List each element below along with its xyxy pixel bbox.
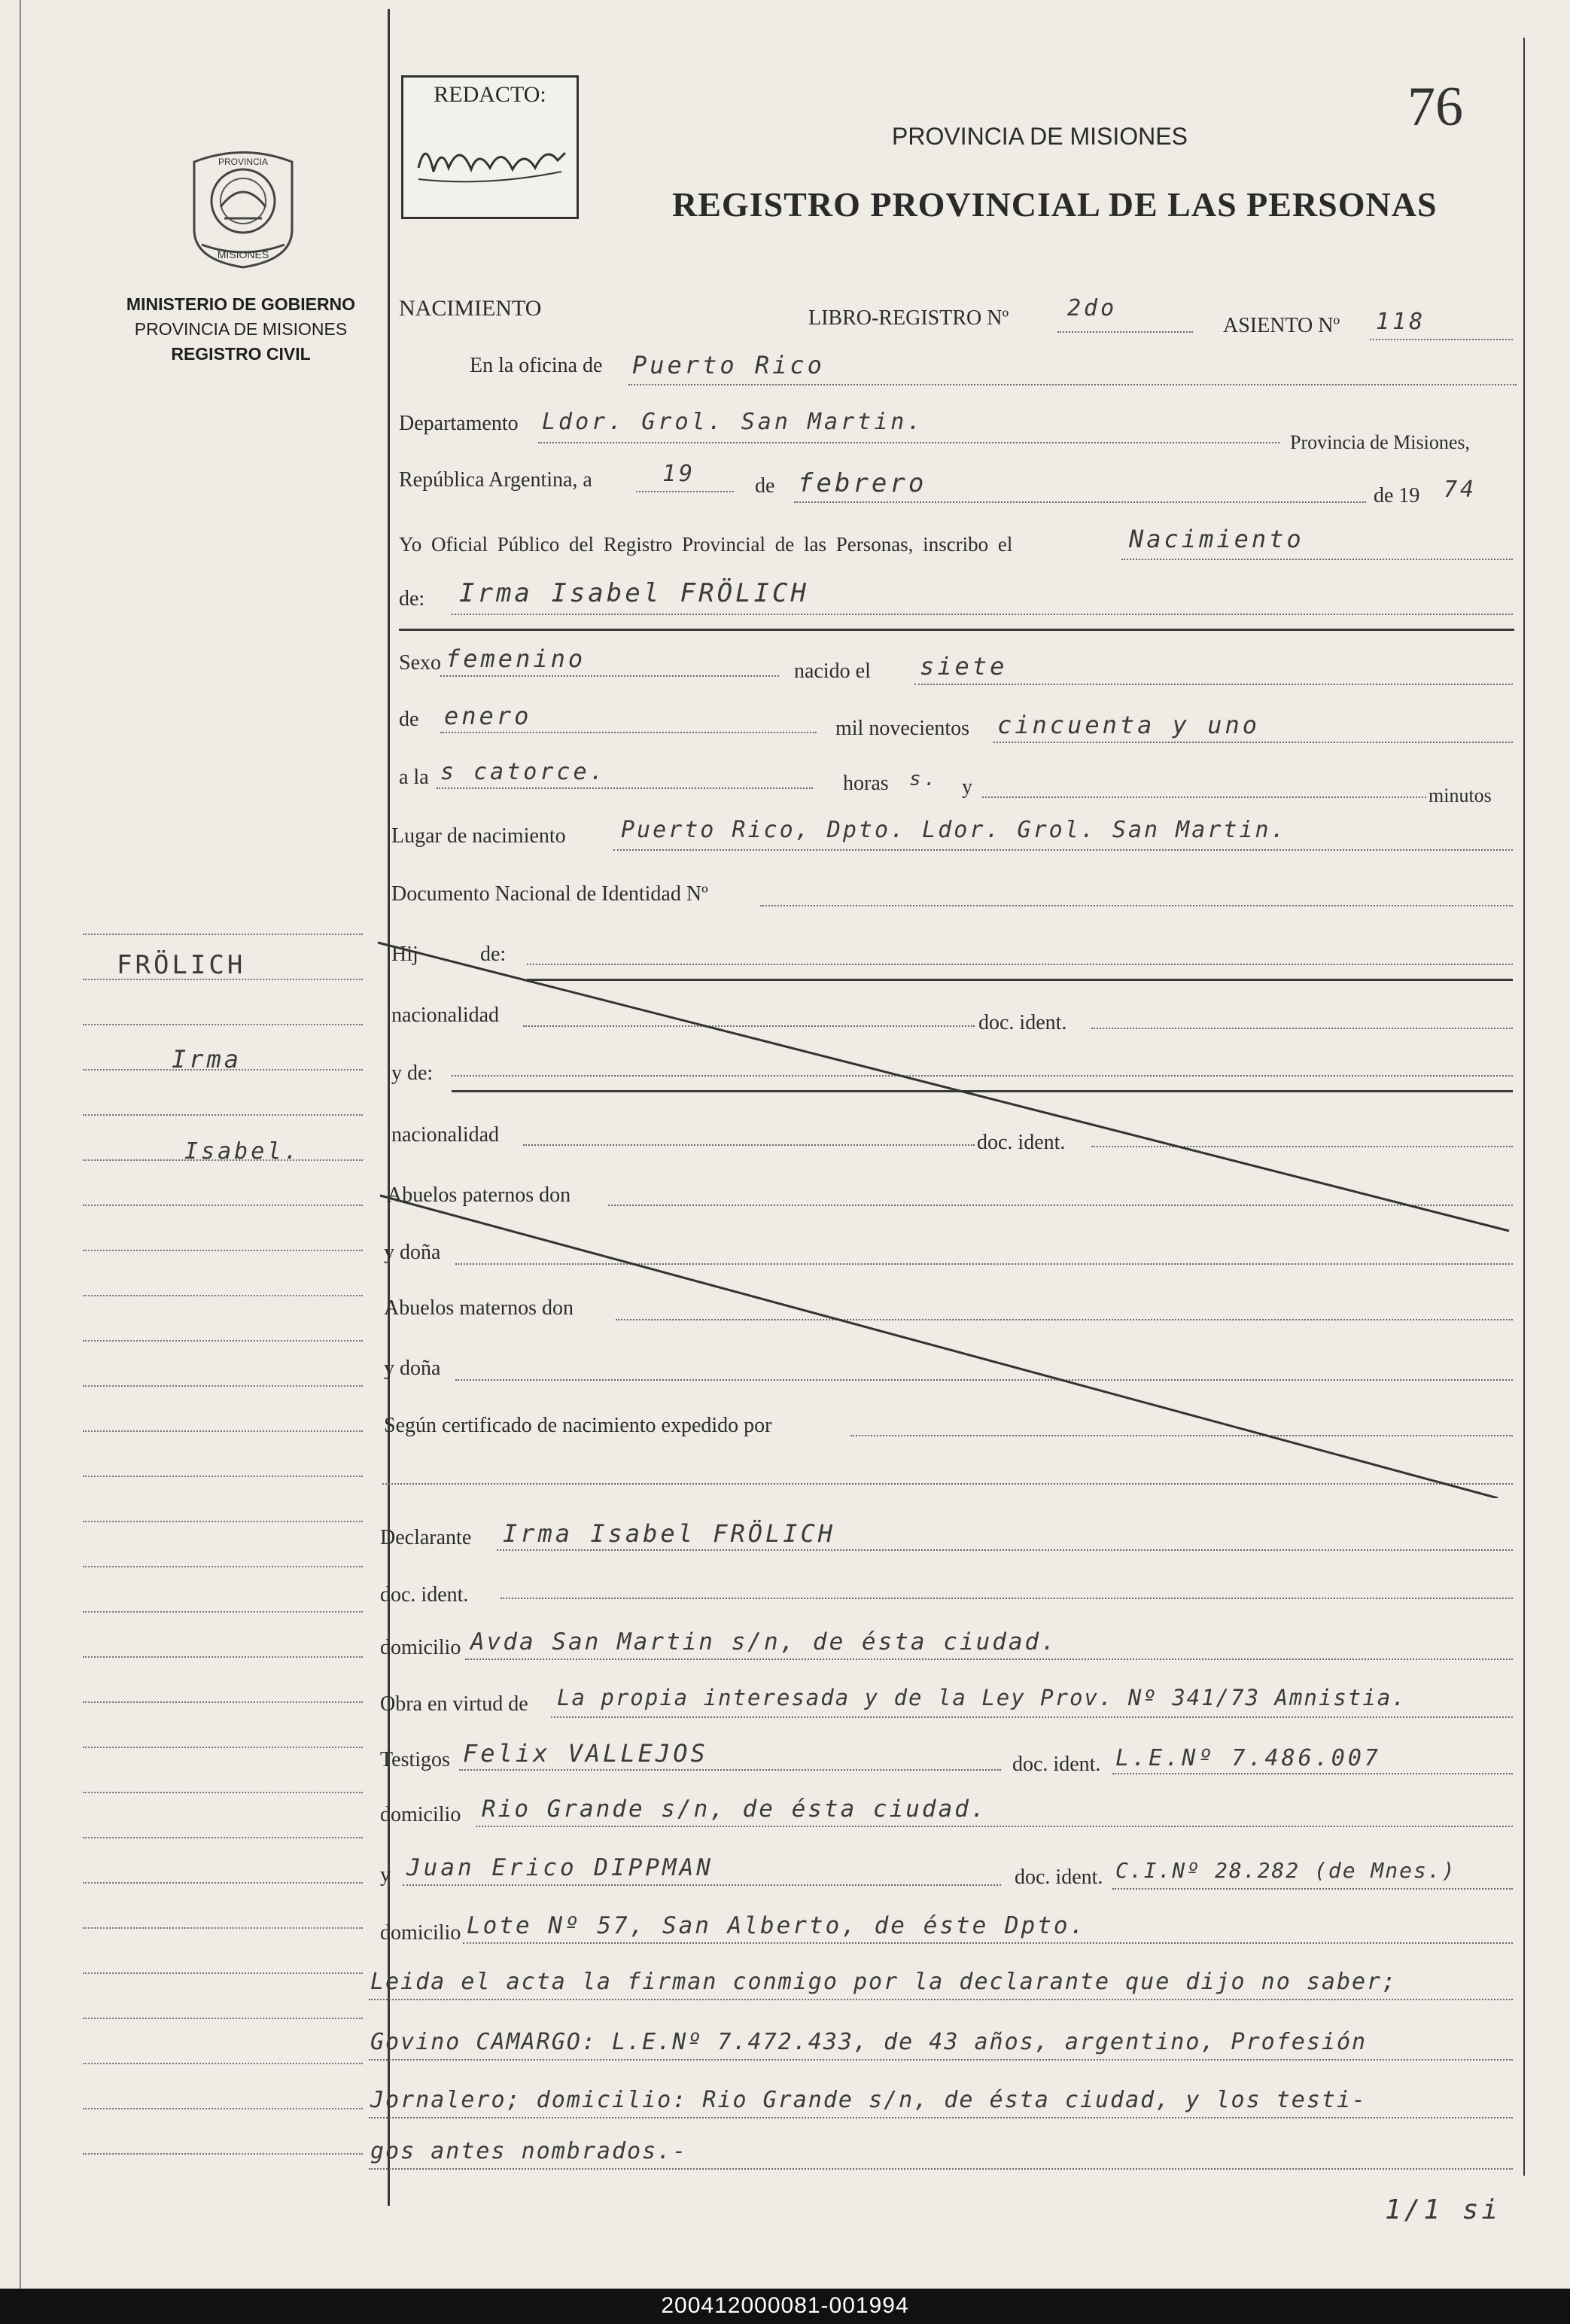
observation-line-1: Leida el acta la firman conmigo por la declarante que dijo no saber; xyxy=(370,1969,1398,1995)
testigo2-value: Juan Erico DIPPMAN xyxy=(406,1854,713,1881)
svg-text:PROVINCIA: PROVINCIA xyxy=(218,157,269,167)
testigo1-doc-label: doc. ident. xyxy=(1012,1753,1101,1776)
hora-label: a la xyxy=(399,766,429,789)
domicilio-label: domicilio xyxy=(380,1636,461,1659)
mil-label: mil novecientos xyxy=(835,717,970,740)
ministry-line: MINISTERIO DE GOBIERNO xyxy=(126,294,356,314)
anio-value: 74 xyxy=(1444,477,1477,503)
dia-value: 19 xyxy=(662,461,696,487)
observation-line-3: Jornalero; domicilio: Rio Grande s/n, de ésta ciudad, y los testi- xyxy=(370,2087,1368,2113)
page-number: 76 xyxy=(1407,76,1463,138)
minutos-label: minutos xyxy=(1429,784,1492,806)
domicilio2-value: Rio Grande s/n, de ésta ciudad. xyxy=(482,1796,987,1823)
redacto-label: REDACTO: xyxy=(434,82,546,107)
margin-second-name: Isabel. xyxy=(184,1138,301,1165)
image-id-bar xyxy=(0,2289,1570,2324)
obra-value: La propia interesada y de la Ley Prov. Nº 341/73 Amnistia. xyxy=(557,1685,1407,1710)
sexo-value: femenino xyxy=(446,644,586,673)
testigos-label: Testigos xyxy=(380,1748,450,1771)
obra-label: Obra en virtud de xyxy=(380,1692,528,1716)
margin-first-name: Irma xyxy=(172,1045,242,1074)
registry-title: REGISTRO PROVINCIAL DE LAS PERSONAS xyxy=(672,185,1438,224)
record-type-label: NACIMIENTO xyxy=(399,296,542,321)
y-testigo2-label: y xyxy=(380,1863,391,1887)
testigo1-doc-value: L.E.Nº 7.486.007 xyxy=(1115,1745,1381,1771)
anio-nac-value: cincuenta y uno xyxy=(997,711,1260,739)
outer-left-rule xyxy=(20,0,21,2289)
registry-line: REGISTRO CIVIL xyxy=(171,344,311,364)
ydona-label: y doña xyxy=(384,1241,441,1264)
nacido-value: siete xyxy=(920,652,1008,681)
nacido-label: nacido el xyxy=(794,659,871,683)
nombre-value: Irma Isabel FRÖLICH xyxy=(459,578,809,608)
anio-label: de 19 xyxy=(1374,484,1420,507)
observation-line-2: Govino CAMARGO: L.E.Nº 7.472.433, de 43 años, argentino, Profesión xyxy=(370,2029,1368,2055)
asiento-label: ASIENTO Nº xyxy=(1223,314,1340,337)
image-id: 200412000081-001994 xyxy=(661,2293,909,2318)
redacto-stamp xyxy=(401,75,579,219)
republica-label: República Argentina, a xyxy=(399,468,592,492)
abuelos-maternos-label: Abuelos maternos don xyxy=(384,1296,574,1320)
ydona-2-label: y doña xyxy=(384,1357,441,1380)
departamento-value: Ldor. Grol. San Martin. xyxy=(542,409,924,435)
doc-ident-2-label: doc. ident. xyxy=(977,1131,1066,1154)
domicilio-value: Avda San Martin s/n, de ésta ciudad. xyxy=(470,1628,1057,1655)
testigo2-doc-label: doc. ident. xyxy=(1015,1866,1103,1889)
signature-mark xyxy=(403,115,577,213)
dni-label: Documento Nacional de Identidad Nº xyxy=(391,882,708,906)
mes-value: febrero xyxy=(798,468,927,498)
province-heading: PROVINCIA DE MISIONES xyxy=(892,123,1188,150)
testigo2-doc-value: C.I.Nº 28.282 (de Mnes.) xyxy=(1115,1858,1456,1883)
de-label: de xyxy=(755,474,775,498)
mes-nac-value: enero xyxy=(444,702,532,730)
abuelos-paternos-label: Abuelos paternos don xyxy=(387,1183,571,1207)
domicilio2-label: domicilio xyxy=(380,1803,461,1826)
footer-note: 1/1 si xyxy=(1385,2195,1502,2225)
lugar-label: Lugar de nacimiento xyxy=(391,824,566,848)
nacionalidad-label: nacionalidad xyxy=(391,1004,500,1027)
hijo-label: Hij xyxy=(391,943,418,966)
inscribo-value: Nacimiento xyxy=(1129,525,1304,553)
sexo-label: Sexo xyxy=(399,651,441,675)
hora-value: s catorce. xyxy=(440,759,607,785)
domicilio3-value: Lote Nº 57, San Alberto, de éste Dpto. xyxy=(467,1912,1087,1939)
margin-surname: FRÖLICH xyxy=(117,950,246,980)
lugar-value: Puerto Rico, Dpto. Ldor. Grol. San Martin. xyxy=(621,817,1287,843)
y-label: y xyxy=(962,775,972,799)
horas-label: horas xyxy=(843,772,889,795)
nacionalidad-2-label: nacionalidad xyxy=(391,1123,500,1147)
horas-value: s. xyxy=(909,768,939,790)
libro-label: LIBRO-REGISTRO Nº xyxy=(808,306,1009,330)
hijo-de-label: de: xyxy=(480,943,507,966)
oficina-value: Puerto Rico xyxy=(632,351,825,379)
domicilio3-label: domicilio xyxy=(380,1921,461,1945)
provincial-seal-icon xyxy=(179,147,307,271)
mes-nac-label: de xyxy=(399,708,419,731)
inscribo-label: Yo Oficial Público del Registro Provincial de las Personas, inscribo el xyxy=(399,533,1013,556)
libro-value: 2do xyxy=(1067,295,1118,321)
svg-text:MISIONES: MISIONES xyxy=(217,248,269,260)
ministry-header xyxy=(105,292,376,367)
testigo1-value: Felix VALLEJOS xyxy=(463,1739,708,1768)
segun-label: Según certificado de nacimiento expedido por xyxy=(384,1414,772,1437)
oficina-label: En la oficina de xyxy=(470,354,603,377)
doc-ident-label: doc. ident. xyxy=(978,1011,1067,1034)
doc-ident-declarante-label: doc. ident. xyxy=(380,1583,469,1607)
yde-label: y de: xyxy=(391,1061,434,1085)
declarante-value: Irma Isabel FRÖLICH xyxy=(503,1519,836,1548)
departamento-label: Departamento xyxy=(399,412,519,435)
provincia-label: Provincia de Misiones, xyxy=(1290,431,1471,453)
declarante-label: Declarante xyxy=(380,1526,472,1549)
asiento-value: 118 xyxy=(1376,309,1426,335)
province-line: PROVINCIA DE MISIONES xyxy=(134,319,348,339)
observation-line-4: gos antes nombrados.- xyxy=(370,2138,688,2164)
de-nombre-label: de: xyxy=(399,587,425,611)
cancellation-strokes xyxy=(361,926,1550,1498)
